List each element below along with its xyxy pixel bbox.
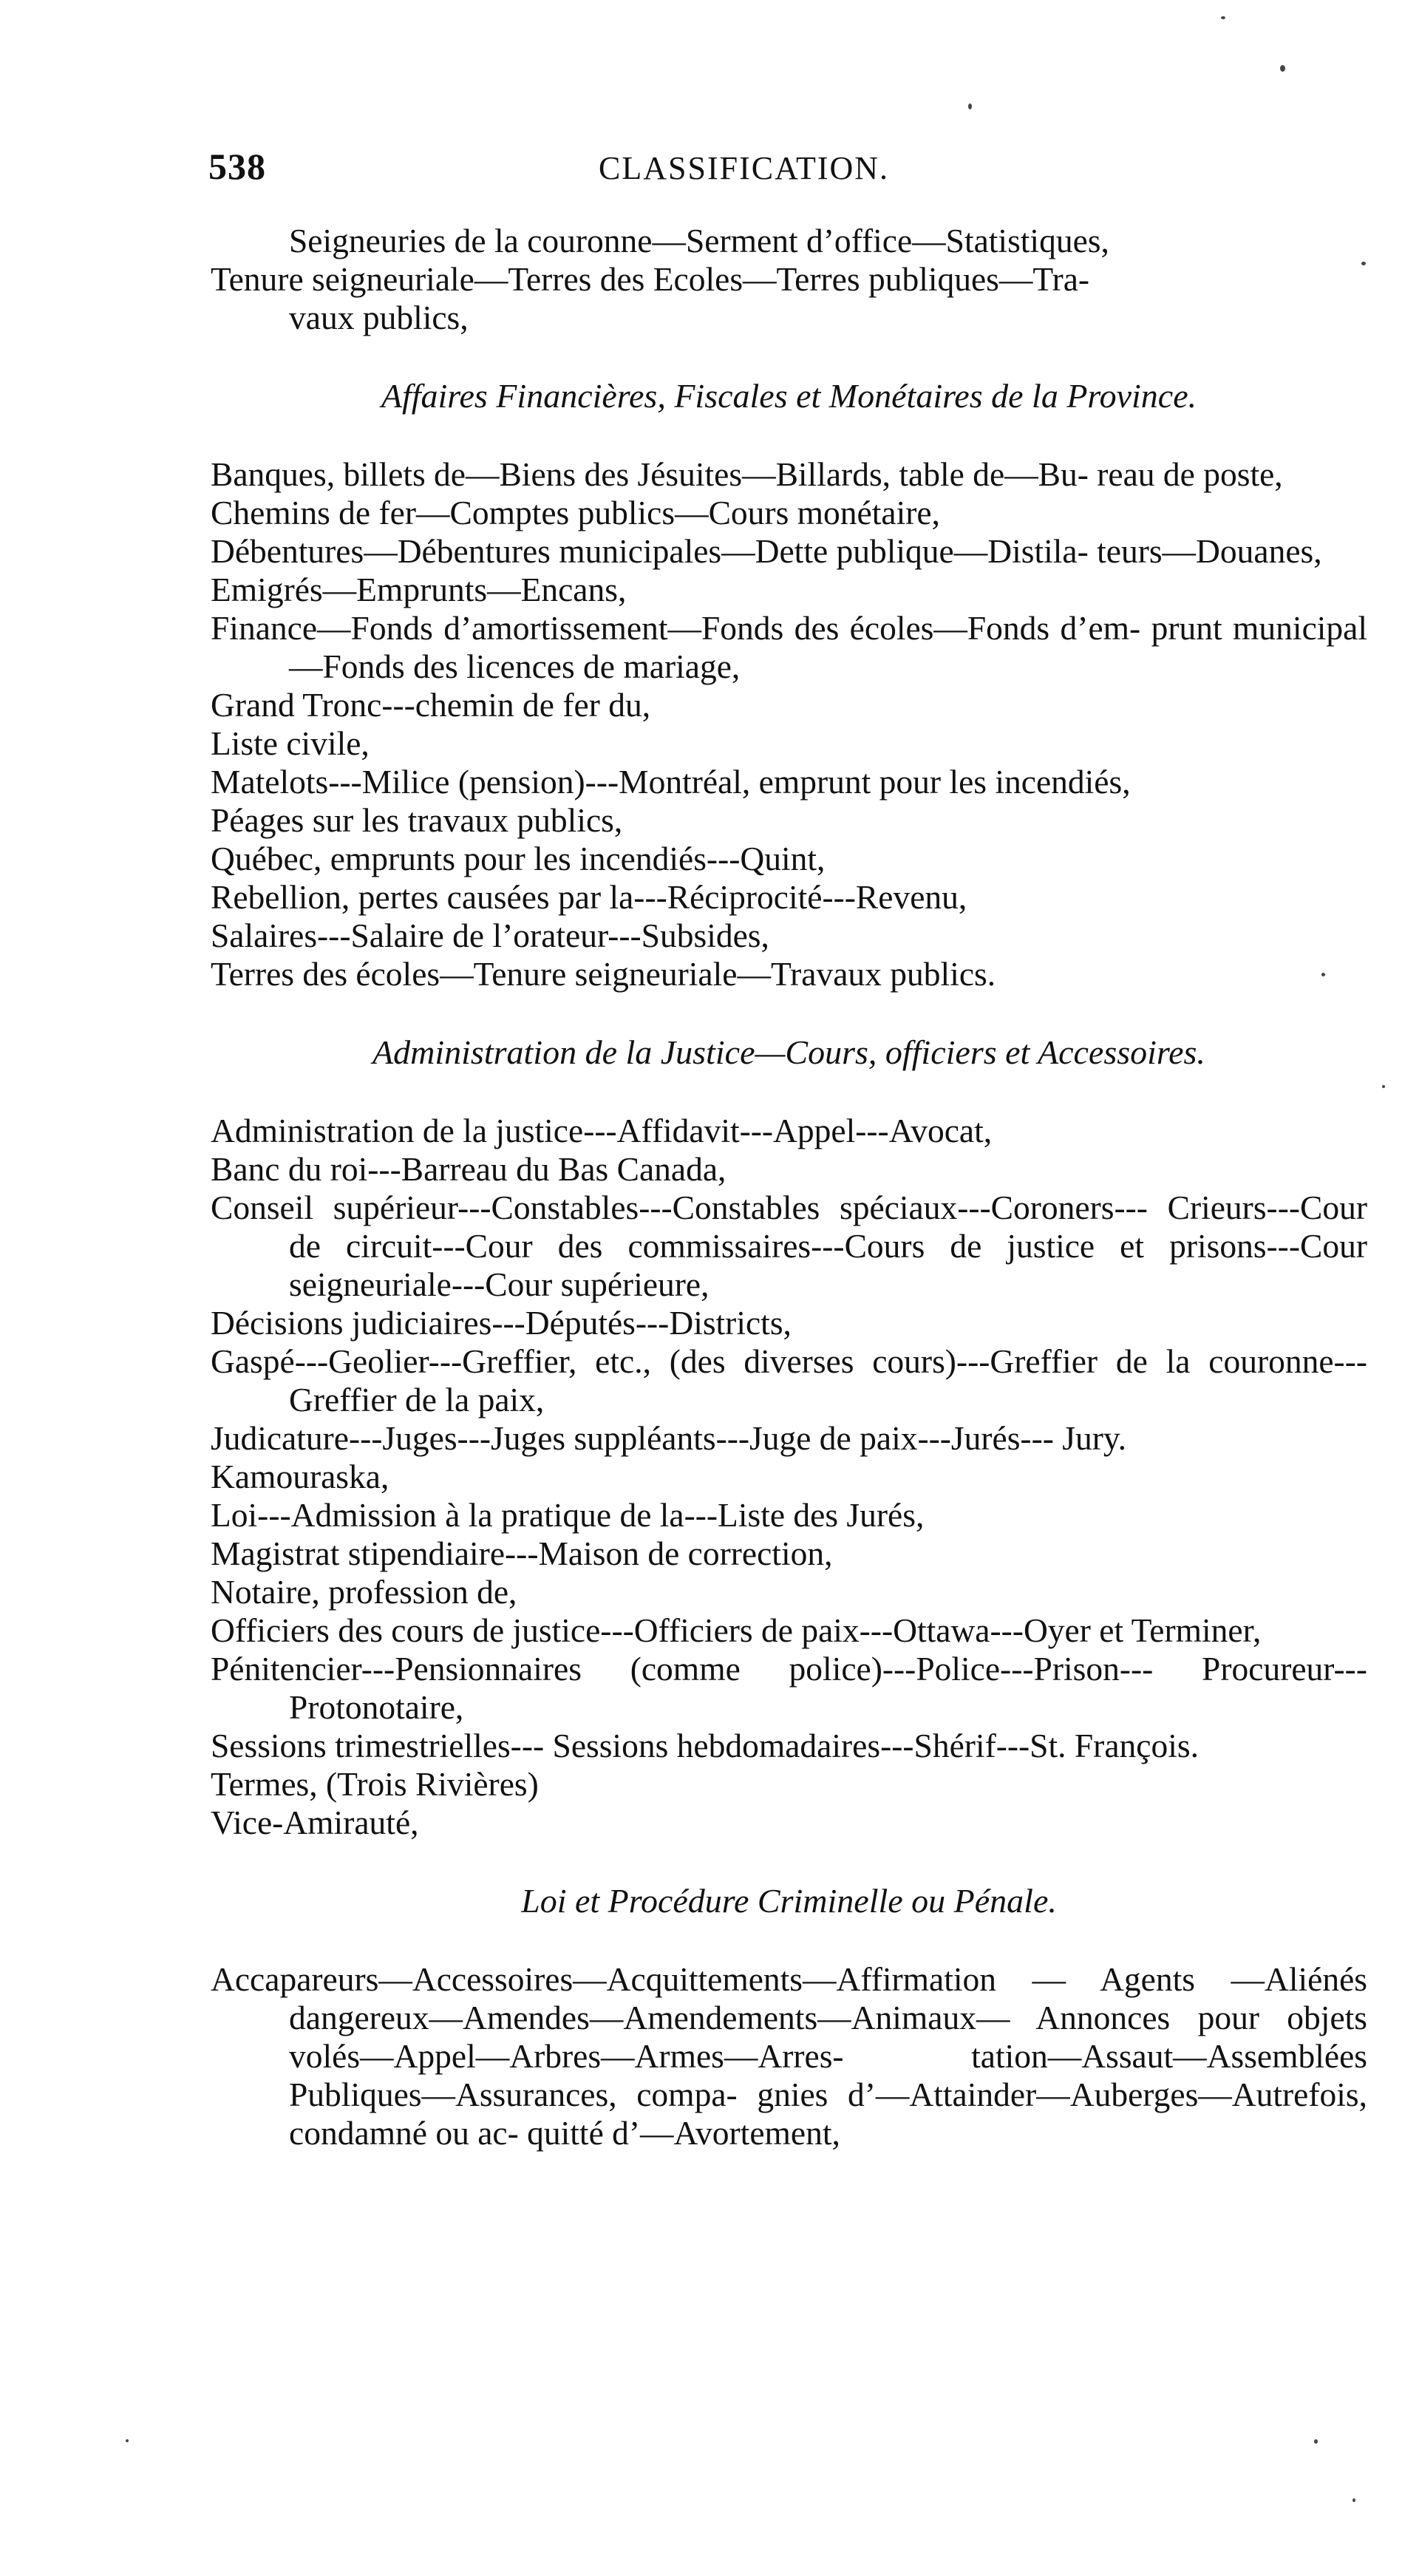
list-item: Liste civile, bbox=[211, 724, 370, 762]
list-item: Accapareurs—Accessoires—Acquittements—Affirmation — Agents —Aliénés dangereux—Amendes—Amendements—Animaux— Annonces pour objets volés—Appel—Arbres—Armes—Arres- tation—Assaut—Assemblées Publiques—Assurances, compa- gnies d’—Attainder—Auberges—Autrefois, condamné ou ac- quitté d’—Avortement, bbox=[211, 1960, 1367, 2152]
running-title: CLASSIFICATION. bbox=[599, 150, 890, 186]
section-title-criminal: Loi et Procédure Criminelle ou Pénale. bbox=[521, 1882, 1057, 1920]
section-title-justice: Administration de la Justice—Cours, officiers et Accessoires. bbox=[372, 1033, 1205, 1071]
scan-speck bbox=[126, 2439, 129, 2442]
intro-line: Tenure seigneuriale—Terres des Ecoles—Terres publiques—Tra- bbox=[211, 260, 1090, 298]
list-item: Notaire, profession de, bbox=[211, 1573, 517, 1611]
list-item: Gaspé---Geolier---Greffier, etc., (des diverses cours)---Greffier de la couronne---Greffier de la paix, bbox=[211, 1342, 1367, 1418]
list-item: Sessions trimestrielles--- Sessions hebdomadaires---Shérif---St. François. bbox=[211, 1727, 1199, 1764]
list-item: Grand Tronc---chemin de fer du, bbox=[211, 686, 651, 724]
scan-speck bbox=[1314, 2439, 1318, 2444]
scan-speck bbox=[1361, 262, 1366, 265]
list-item: Rebellion, pertes causées par la---Réciprocité---Revenu, bbox=[211, 878, 967, 916]
list-item: Magistrat stipendiaire---Maison de correction, bbox=[211, 1535, 833, 1572]
list-item: Péages sur les travaux publics, bbox=[211, 801, 623, 839]
scan-speck bbox=[1352, 2498, 1355, 2502]
list-item: Finance—Fonds d’amortissement—Fonds des écoles—Fonds d’em- prunt municipal—Fonds des licences de mariage, bbox=[211, 609, 1367, 685]
scan-speck bbox=[968, 103, 972, 109]
section-title-finance: Affaires Financières, Fiscales et Monétaires de la Province. bbox=[381, 377, 1197, 415]
list-item: Salaires---Salaire de l’orateur---Subsides, bbox=[211, 917, 769, 954]
intro-line: Seigneuries de la couronne—Serment d’office—Statistiques, bbox=[289, 222, 1109, 259]
list-item: Québec, emprunts pour les incendiés---Quint, bbox=[211, 840, 826, 877]
scan-speck bbox=[1382, 1085, 1385, 1088]
list-item: Officiers des cours de justice---Officiers de paix---Ottawa---Oyer et Terminer, bbox=[211, 1611, 1262, 1649]
scan-speck bbox=[1321, 973, 1325, 976]
list-item: Terres des écoles—Tenure seigneuriale—Travaux publics. bbox=[211, 955, 996, 993]
list-item: Judicature---Juges---Juges suppléants---Juge de paix---Jurés--- Jury. bbox=[211, 1419, 1127, 1457]
list-item: Chemins de fer—Comptes publics—Cours monétaire, bbox=[211, 494, 940, 531]
page-header bbox=[208, 145, 1376, 197]
list-item: Décisions judiciaires---Députés---Districts, bbox=[211, 1304, 792, 1342]
list-item: Vice-Amirauté, bbox=[211, 1804, 419, 1841]
list-item: Termes, (Trois Rivières) bbox=[211, 1765, 539, 1803]
scan-speck bbox=[1221, 16, 1225, 19]
list-item: Pénitencier---Pensionnaires (comme police)---Police---Prison--- Procureur---Protonotaire, bbox=[211, 1650, 1367, 1726]
scan-speck bbox=[1280, 65, 1285, 72]
page-body bbox=[211, 222, 1367, 2152]
page-number: 538 bbox=[208, 146, 266, 187]
list-item: Kamouraska, bbox=[211, 1458, 389, 1495]
list-item: Administration de la justice---Affidavit---Appel---Avocat, bbox=[211, 1112, 993, 1149]
list-item: Loi---Admission à la pratique de la---Liste des Jurés, bbox=[211, 1496, 925, 1534]
list-item: Conseil supérieur---Constables---Constables spéciaux---Coroners--- Crieurs---Cour de circuit---Cour des commissaires---Cours de justice et prisons---Cour seigneuriale---Cour supérieure, bbox=[211, 1189, 1367, 1303]
list-item: Banques, billets de—Biens des Jésuites—Billards, table de—Bu- reau de poste, bbox=[211, 455, 1283, 493]
list-item: Débentures—Débentures municipales—Dette publique—Distila- teurs—Douanes, bbox=[211, 532, 1322, 570]
intro-line: vaux publics, bbox=[289, 299, 469, 336]
list-item: Banc du roi---Barreau du Bas Canada, bbox=[211, 1150, 726, 1188]
list-item: Matelots---Milice (pension)---Montréal, emprunt pour les incendiés, bbox=[211, 763, 1131, 801]
list-item: Emigrés—Emprunts—Encans, bbox=[211, 571, 627, 608]
